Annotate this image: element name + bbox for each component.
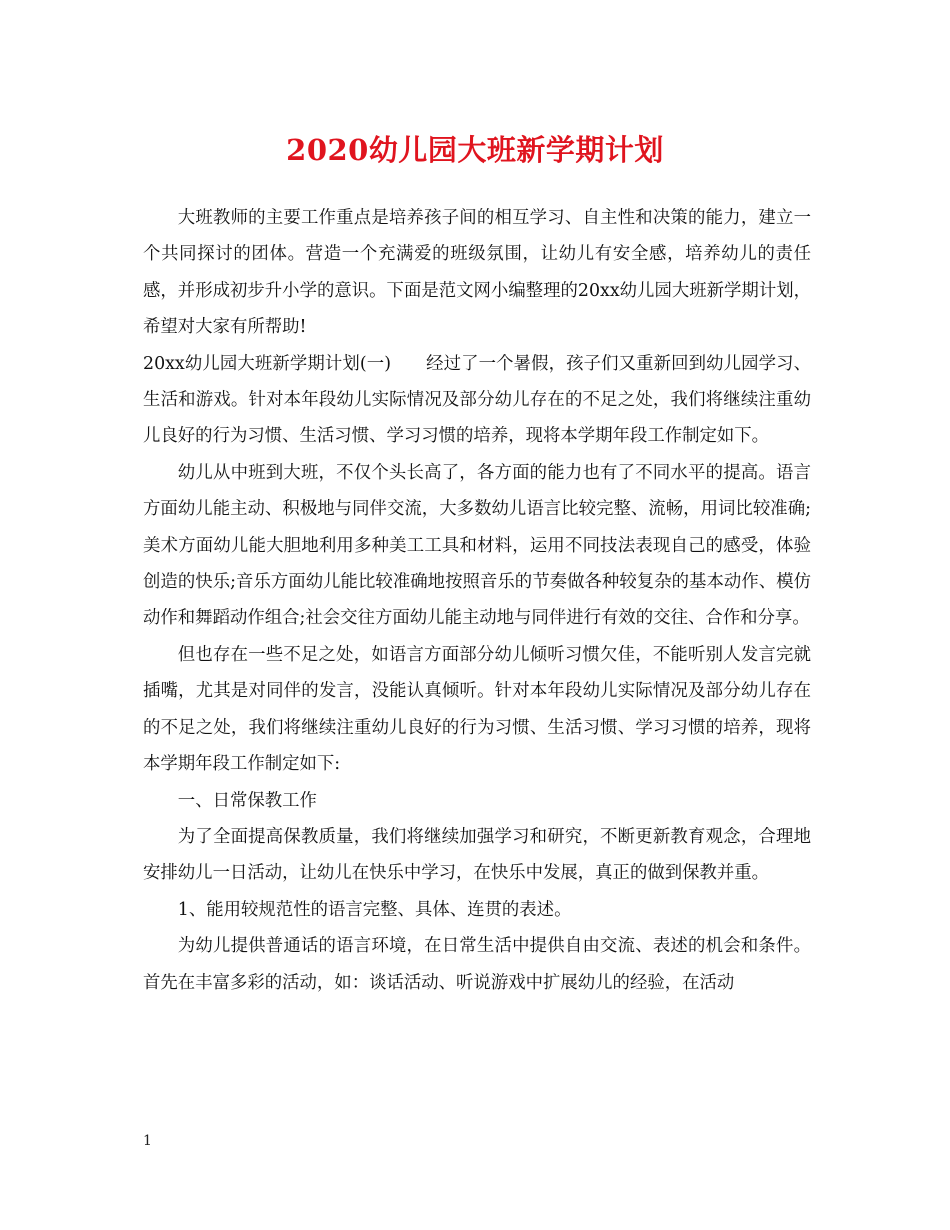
paragraph-plan-one: 20xx幼儿园大班新学期计划(一) 经过了一个暑假，孩子们又重新回到幼儿园学习、生活和游戏。针对本年段幼儿实际情况及部分幼儿存在的不足之处，我们将继续注重幼儿良好的行为习惯、生活习惯、学习习惯的培养，现将本学期年段工作制定如下。 bbox=[143, 353, 811, 447]
document-title: 2020幼儿园大班新学期计划 bbox=[286, 133, 664, 167]
page-number: 1 bbox=[143, 1133, 152, 1149]
paragraph-intro: 大班教师的主要工作重点是培养孩子间的相互学习、自主性和决策的能力，建立一个共同探讨的团体。营造一个充满爱的班级氛围，让幼儿有安全感，培养幼儿的责任感，并形成初步升小学的意识。下面是范文网小编整理的20xx幼儿园大班新学期计划，希望对大家有所帮助! bbox=[143, 208, 811, 338]
document-body bbox=[143, 200, 811, 1001]
paragraph-shortcomings: 但也存在一些不足之处，如语言方面部分幼儿倾听习惯欠佳，不能听别人发言完就插嘴，尤其是对同伴的发言，没能认真倾听。针对本年段幼儿实际情况及部分幼儿存在的不足之处，我们将继续注重幼儿良好的行为习惯、生活习惯、学习习惯的培养，现将本学期年段工作制定如下: bbox=[143, 644, 811, 775]
paragraph-quality: 为了全面提高保教质量，我们将继续加强学习和研究，不断更新教育观念，合理地安排幼儿一日活动，让幼儿在快乐中学习，在快乐中发展，真正的做到保教并重。 bbox=[143, 826, 811, 884]
list-item-language: 1、能用较规范性的语言完整、具体、连贯的表述。 bbox=[177, 899, 572, 920]
paragraph-environment: 为幼儿提供普通话的语言环境，在日常生活中提供自由交流、表述的机会和条件。首先在丰富多彩的活动，如：谈话活动、听说游戏中扩展幼儿的经验，在活动 bbox=[143, 936, 811, 993]
section-heading-daily-care: 一、日常保教工作 bbox=[177, 790, 317, 811]
paragraph-abilities: 幼儿从中班到大班，不仅个头长高了，各方面的能力也有了不同水平的提高。语言方面幼儿能主动、积极地与同伴交流，大多数幼儿语言比较完整、流畅，用词比较准确;美术方面幼儿能大胆地利用多种美工工具和材料，运用不同技法表现自己的感受，体验创造的快乐;音乐方面幼儿能比较准确地按照音乐的节奏做各种较复杂的基本动作、模仿动作和舞蹈动作组合;社会交往方面幼儿能主动地与同伴进行有效的交往、合作和分享。 bbox=[143, 462, 811, 629]
